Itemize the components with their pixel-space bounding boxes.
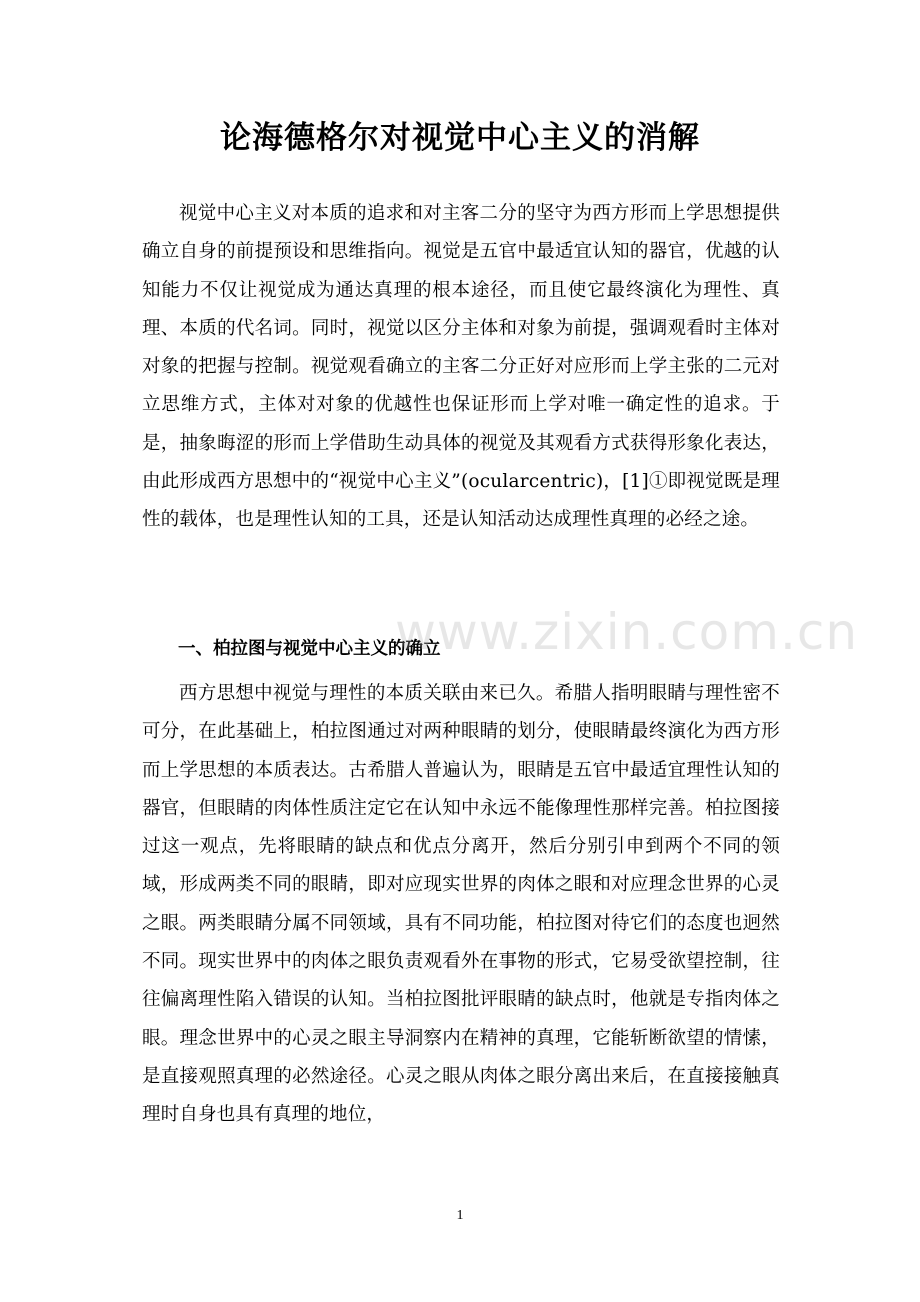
page-number: 1 (456, 1208, 464, 1223)
intro-section (142, 195, 780, 540)
section-heading: 一、柏拉图与视觉中心主义的确立 (178, 639, 441, 659)
section-paragraph: 西方思想中视觉与理性的本质关联由来已久。希腊人指明眼睛与理性密不可分，在此基础上，柏拉图通过对两种眼睛的划分，使眼睛最终演化为西方形而上学思想的本质表达。古希腊人普遍认为，眼睛是五官中最适宜理性认知的器官，但眼睛的肉体性质注定它在认知中永远不能像理性那样完善。柏拉图接过这一观点，先将眼睛的缺点和优点分离开，然后分别引申到两个不同的领域，形成两类不同的眼睛，即对应现实世界的肉体之眼和对应理念世界的心灵之眼。两类眼睛分属不同领域，具有不同功能，柏拉图对待它们的态度也迥然不同。现实世界中的肉体之眼负责观看外在事物的形式，它易受欲望控制，往往偏离理性陷入错误的认知。当柏拉图批评眼睛的缺点时，他就是专指肉体之眼。理念世界中的心灵之眼主导洞察内在精神的真理，它能斩断欲望的情愫，是直接观照真理的必然途径。心灵之眼从肉体之眼分离出来后，在直接接触真理时自身也具有真理的地位， (142, 683, 780, 1126)
document-title: 论海德格尔对视觉中心主义的消解 (220, 120, 700, 156)
section-body (142, 675, 780, 1135)
intro-paragraph: 视觉中心主义对本质的追求和对主客二分的坚守为西方形而上学思想提供确立自身的前提预设和思维指向。视觉是五官中最适宜认知的器官，优越的认知能力不仅让视觉成为通达真理的根本途径，而且使它最终演化为理性、真理、本质的代名词。同时，视觉以区分主体和对象为前提，强调观看时主体对对象的把握与控制。视觉观看确立的主客二分正好对应形而上学主张的二元对立思维方式，主体对对象的优越性也保证形而上学对唯一确定性的追求。于是，抽象晦涩的形而上学借助生动具体的视觉及其观看方式获得形象化表达，由此形成西方思想中的“视觉中心主义”(ocularcentric)，[1]①即视觉既是理性的载体，也是理性认知的工具，还是认知活动达成理性真理的必经之途。 (142, 203, 780, 531)
watermark-text: www.zixin.com.cn (395, 603, 859, 661)
